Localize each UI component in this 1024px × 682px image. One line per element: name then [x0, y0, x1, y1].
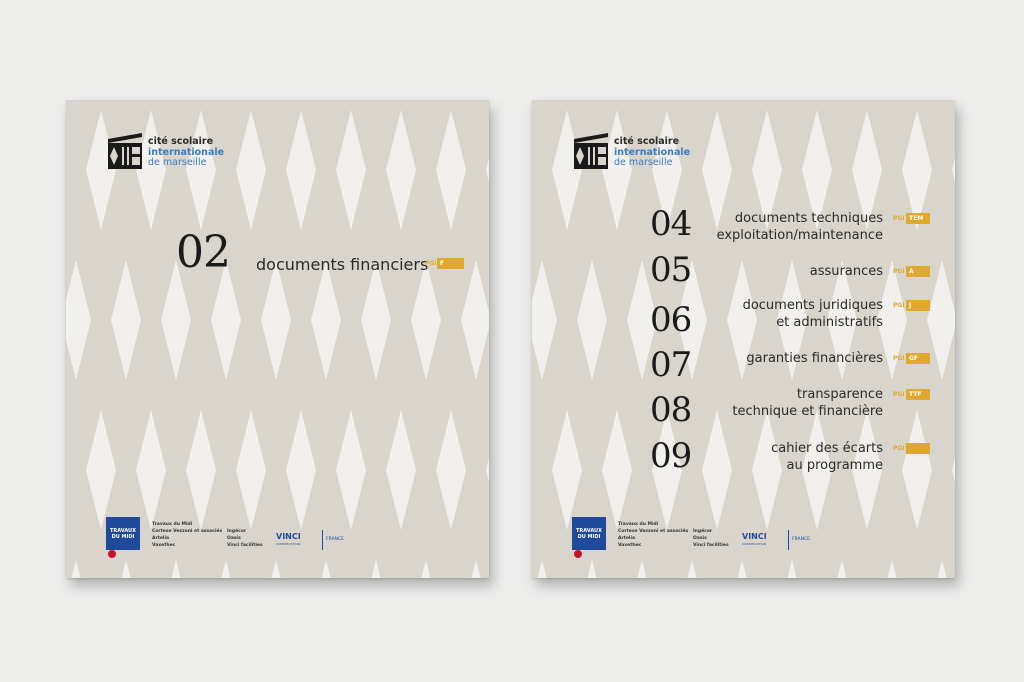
pattern-diamond	[677, 560, 707, 578]
pattern-diamond	[727, 560, 757, 578]
pgi-label: PGI	[893, 391, 905, 398]
partner-name: Artelia	[618, 536, 636, 541]
toc-title	[743, 297, 883, 331]
pattern-diamond	[577, 560, 607, 578]
partner-name: Artelia	[152, 536, 170, 541]
partner-name: Vinci facilities	[693, 543, 729, 548]
partner-name: Ingécor	[227, 529, 247, 534]
school-name	[614, 137, 690, 169]
partner-name: Vinci facilities	[227, 543, 263, 548]
vinci-logo: VINCI	[742, 532, 767, 541]
pgi-code-badge: F	[437, 258, 464, 269]
pattern-diamond	[111, 560, 141, 578]
pattern-diamond	[386, 110, 416, 230]
pattern-diamond	[236, 410, 266, 530]
school-logo-icon	[108, 133, 142, 169]
partners-column-2	[227, 528, 263, 549]
pattern-diamond	[532, 260, 557, 380]
toc-number: 04	[650, 204, 692, 244]
pgi-code-badge: TEM	[906, 213, 930, 224]
pattern-diamond	[211, 560, 241, 578]
pattern-diamond	[286, 410, 316, 530]
pattern-diamond	[702, 410, 732, 530]
logo-red-dot-icon	[108, 550, 116, 558]
school-logo	[574, 133, 704, 173]
vinci-france: FRANCE	[792, 537, 810, 542]
toc-number: 05	[650, 250, 692, 290]
pgi-label: PGI	[893, 445, 905, 452]
pattern-diamond	[66, 560, 91, 578]
school-name-line2: internationale	[148, 146, 225, 158]
logo-red-dot-icon	[574, 550, 582, 558]
pattern-diamond	[211, 260, 241, 380]
pattern-diamond	[86, 410, 116, 530]
toc-number: 06	[650, 300, 692, 340]
toc-number: 09	[650, 436, 692, 476]
pattern-diamond	[261, 560, 291, 578]
toc-number: 07	[650, 345, 692, 385]
pattern-diamond	[66, 260, 91, 380]
pattern-diamond	[952, 410, 955, 530]
pattern-diamond	[111, 260, 141, 380]
pattern-diamond	[552, 410, 582, 530]
cover-table-of-contents	[532, 100, 955, 578]
partner-name: Cortese Vezzoni et associés	[152, 529, 223, 534]
vinci-logo: VINCI	[276, 532, 301, 541]
pgi-label: PGI	[893, 215, 905, 222]
pattern-diamond	[461, 260, 489, 380]
pgi-code-badge: GF	[906, 353, 930, 364]
partner-name: Ingécor	[693, 529, 713, 534]
pattern-diamond	[436, 410, 466, 530]
partner-name: Travaux du Midi	[618, 522, 659, 527]
vinci-divider	[322, 530, 323, 550]
vinci-subtitle: CONSTRUCTION	[742, 542, 767, 546]
pattern-diamond	[927, 560, 955, 578]
pattern-diamond	[361, 560, 391, 578]
partners-column-2	[693, 528, 729, 549]
pattern-diamond	[311, 560, 341, 578]
pattern-diamond	[902, 110, 932, 230]
school-name-line2: internationale	[614, 146, 691, 158]
pattern-diamond	[927, 260, 955, 380]
pattern-diamond	[136, 410, 166, 530]
pattern-diamond	[877, 560, 907, 578]
pattern-diamond	[186, 410, 216, 530]
toc-title-line1: cahier des écarts	[771, 441, 883, 456]
toc-title-line1: garanties financières	[746, 351, 883, 366]
toc-number: 08	[650, 390, 692, 430]
pattern-diamond	[261, 260, 291, 380]
pattern-diamond	[827, 560, 857, 578]
toc-title	[810, 263, 883, 280]
pattern-diamond	[952, 110, 955, 230]
section-title: documents financiers	[256, 255, 429, 274]
pattern-diamond	[411, 560, 441, 578]
partner-name: Vaxethec	[152, 543, 176, 548]
partner-name: Cortese Vezzoni et associés	[618, 529, 689, 534]
toc-title-line1: assurances	[809, 264, 883, 279]
vinci-divider	[788, 530, 789, 550]
pattern-diamond	[386, 410, 416, 530]
pattern-diamond	[286, 110, 316, 230]
pattern-diamond	[461, 560, 489, 578]
travaux-du-midi-logo: TRAVAUX DU MIDI	[572, 517, 606, 550]
travaux-du-midi-logo: TRAVAUX DU MIDI	[106, 517, 140, 550]
pattern-diamond	[532, 560, 557, 578]
toc-title-line2: et administratifs	[776, 315, 883, 330]
vinci-france: FRANCE	[326, 537, 344, 542]
toc-title	[717, 210, 883, 244]
toc-title-line1: transparence	[796, 387, 883, 402]
pgi-label: PGI	[893, 302, 905, 309]
pattern-diamond	[777, 560, 807, 578]
partners-footer	[106, 517, 346, 562]
pattern-diamond	[161, 560, 191, 578]
pattern-diamond	[411, 260, 441, 380]
pattern-diamond	[336, 410, 366, 530]
school-name	[148, 137, 224, 169]
pgi-label: PGI	[893, 355, 905, 362]
partners-footer	[572, 517, 812, 562]
pgi-code-badge: TTF	[906, 389, 930, 400]
pattern-diamond	[361, 260, 391, 380]
partners-column-1	[152, 521, 222, 549]
partners-column-1	[618, 521, 688, 549]
pattern-diamond	[436, 110, 466, 230]
toc-title	[746, 350, 883, 367]
partner-name: Oasis	[227, 536, 241, 541]
pgi-code-badge: A	[906, 266, 930, 277]
school-name-line1: cité scolaire	[614, 136, 680, 147]
school-name-line1: cité scolaire	[148, 136, 214, 147]
pattern-diamond	[311, 260, 341, 380]
pattern-diamond	[336, 110, 366, 230]
partner-name: Oasis	[693, 536, 707, 541]
pattern-diamond	[486, 110, 489, 230]
school-name-line3: de marseille	[614, 157, 673, 168]
toc-title-line2: exploitation/maintenance	[716, 228, 883, 243]
toc-title	[732, 386, 883, 420]
toc-title	[771, 440, 883, 474]
school-logo	[108, 133, 238, 173]
toc-title-line2: technique et financière	[732, 404, 883, 419]
toc-title-line2: au programme	[786, 458, 883, 473]
pattern-diamond	[602, 410, 632, 530]
pattern-diamond	[161, 260, 191, 380]
toc-title-line1: documents techniques	[734, 211, 883, 226]
cover-documents-financiers	[66, 100, 489, 578]
school-logo-icon	[574, 133, 608, 169]
pgi-code-badge	[906, 443, 930, 454]
section-number: 02	[176, 227, 230, 278]
toc-title-line1: documents juridiques	[742, 298, 883, 313]
pgi-label: PGI	[425, 260, 437, 267]
partner-name: Vaxethec	[618, 543, 642, 548]
school-name-line3: de marseille	[148, 157, 207, 168]
pgi-label: PGI	[893, 268, 905, 275]
pattern-diamond	[627, 560, 657, 578]
pgi-code-badge: J	[906, 300, 930, 311]
pattern-diamond	[902, 410, 932, 530]
pattern-diamond	[577, 260, 607, 380]
pattern-diamond	[236, 110, 266, 230]
pattern-diamond	[486, 410, 489, 530]
partner-name: Travaux du Midi	[152, 522, 193, 527]
vinci-subtitle: CONSTRUCTION	[276, 542, 301, 546]
